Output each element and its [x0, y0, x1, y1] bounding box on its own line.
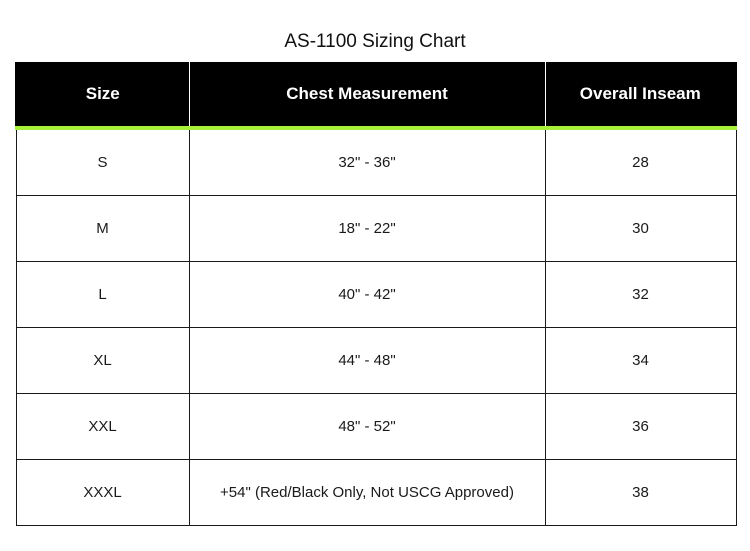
- size-cell: XL: [16, 328, 189, 394]
- header-row: [16, 62, 736, 128]
- inseam-cell: 38: [545, 460, 736, 526]
- inseam-cell: 28: [545, 128, 736, 196]
- size-cell: XXL: [16, 394, 189, 460]
- chest-cell: 40" - 42": [189, 262, 545, 328]
- table-row: [16, 128, 736, 196]
- table-row: [16, 262, 736, 328]
- inseam-cell: 30: [545, 196, 736, 262]
- table-header: [16, 62, 736, 128]
- size-cell: S: [16, 128, 189, 196]
- chest-cell: +54" (Red/Black Only, Not USCG Approved): [189, 460, 545, 526]
- table-row: [16, 460, 736, 526]
- inseam-cell: 34: [545, 328, 736, 394]
- table-row: [16, 196, 736, 262]
- size-cell: M: [16, 196, 189, 262]
- sizing-table: [15, 62, 737, 526]
- size-cell: XXXL: [16, 460, 189, 526]
- inseam-cell: 36: [545, 394, 736, 460]
- column-header-chest: Chest Measurement: [189, 62, 545, 128]
- chart-title: AS-1100 Sizing Chart: [284, 31, 466, 52]
- table-row: [16, 328, 736, 394]
- chest-cell: 44" - 48": [189, 328, 545, 394]
- table-row: [16, 394, 736, 460]
- size-cell: L: [16, 262, 189, 328]
- chest-cell: 32" - 36": [189, 128, 545, 196]
- column-header-inseam: Overall Inseam: [545, 62, 736, 128]
- chest-cell: 48" - 52": [189, 394, 545, 460]
- table-body: [16, 128, 736, 526]
- inseam-cell: 32: [545, 262, 736, 328]
- column-header-size: Size: [16, 62, 189, 128]
- chest-cell: 18" - 22": [189, 196, 545, 262]
